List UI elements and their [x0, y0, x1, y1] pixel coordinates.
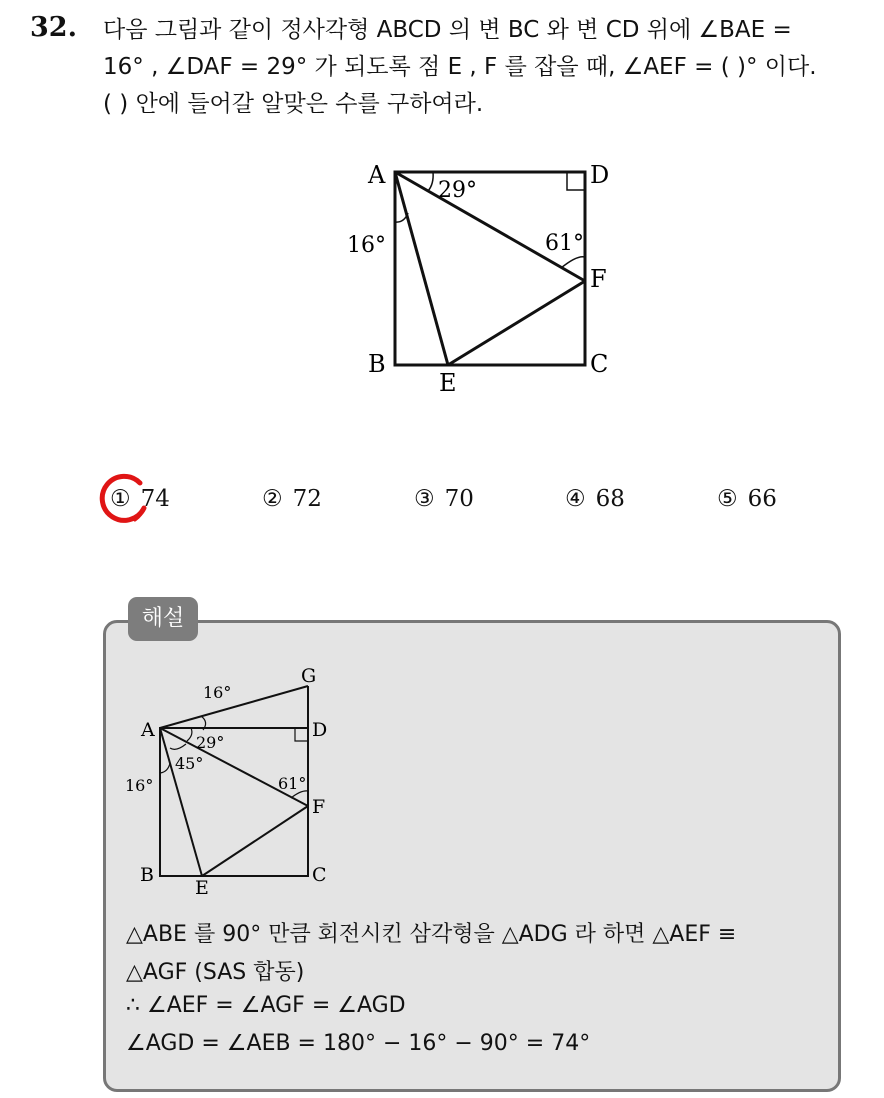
solution-figure [0, 655, 884, 905]
angle-arc-16-left [160, 763, 170, 773]
label-e: E [439, 369, 457, 397]
label-d: D [590, 161, 610, 189]
angle-label-29: 29° [438, 178, 477, 203]
question-line: 다음 그림과 같이 정사각형 ABCD 의 변 BC 와 변 CD 위에 ∠BAE = [103, 17, 792, 43]
label-g: G [301, 665, 317, 687]
choice-value: 66 [747, 486, 777, 512]
selected-circle-icon [95, 473, 151, 529]
segment-ef [448, 281, 585, 365]
choice-mark: ② [262, 486, 283, 512]
choice-value: 72 [292, 486, 322, 512]
label-e: E [195, 877, 209, 899]
label-b: B [140, 864, 154, 886]
question-number: 32. [30, 12, 77, 43]
choice-mark: ③ [414, 486, 435, 512]
label-c: C [312, 864, 327, 886]
segment-af [395, 172, 585, 281]
solution-line: △AGF (SAS 합동) [126, 960, 305, 985]
solution-line: ∴ ∠AEF = ∠AGF = ∠AGD [126, 993, 406, 1018]
angle-label-16-left: 16° [125, 776, 154, 795]
label-f: F [590, 265, 607, 293]
right-angle-mark [295, 728, 308, 741]
angle-arc-29 [428, 172, 433, 191]
choice-mark: ④ [565, 486, 586, 512]
choice-mark: ⑤ [717, 486, 738, 512]
label-b: B [368, 350, 386, 378]
question-text [103, 12, 873, 123]
angle-label-61: 61° [545, 231, 584, 256]
angle-label-45: 45° [175, 754, 204, 773]
choice-value: 68 [595, 486, 625, 512]
solution-line: △ABE 를 90° 만큼 회전시킨 삼각형을 △ADG 라 하면 △AEF ≡ [126, 922, 737, 947]
angle-arc-45 [170, 744, 186, 749]
choice-3[interactable] [414, 486, 474, 512]
question-line: 16° , ∠DAF = 29° 가 되도록 점 E , F 를 잡을 때, ∠AEF = ( )° 이다. [103, 54, 817, 80]
label-a: A [141, 719, 155, 741]
choice-5[interactable] [717, 486, 777, 512]
choice-2[interactable] [262, 486, 322, 512]
angle-arc-61 [561, 257, 585, 268]
segment-ag [160, 686, 308, 728]
solution-line: ∠AGD = ∠AEB = 180° − 16° − 90° = 74° [126, 1031, 591, 1056]
angle-label-61: 61° [278, 774, 307, 793]
choice-4[interactable] [565, 486, 625, 512]
choice-value: 74 [140, 486, 170, 512]
choice-value: 70 [444, 486, 474, 512]
label-c: C [590, 350, 609, 378]
angle-arc-29 [187, 728, 192, 741]
angle-label-29: 29° [196, 733, 225, 752]
question-line: ( ) 안에 들어갈 알맞은 수를 구하여라. [103, 91, 484, 117]
label-f: F [312, 796, 326, 818]
angle-label-16-top: 16° [203, 683, 232, 702]
label-d: D [312, 719, 328, 741]
choice-mark: ① [110, 486, 131, 512]
square-abcd [395, 172, 585, 365]
label-a: A [368, 161, 386, 189]
segment-ef [202, 806, 308, 876]
solution-tag: 해설 [128, 597, 198, 641]
right-angle-mark [567, 172, 585, 190]
angle-label-16: 16° [347, 233, 386, 258]
